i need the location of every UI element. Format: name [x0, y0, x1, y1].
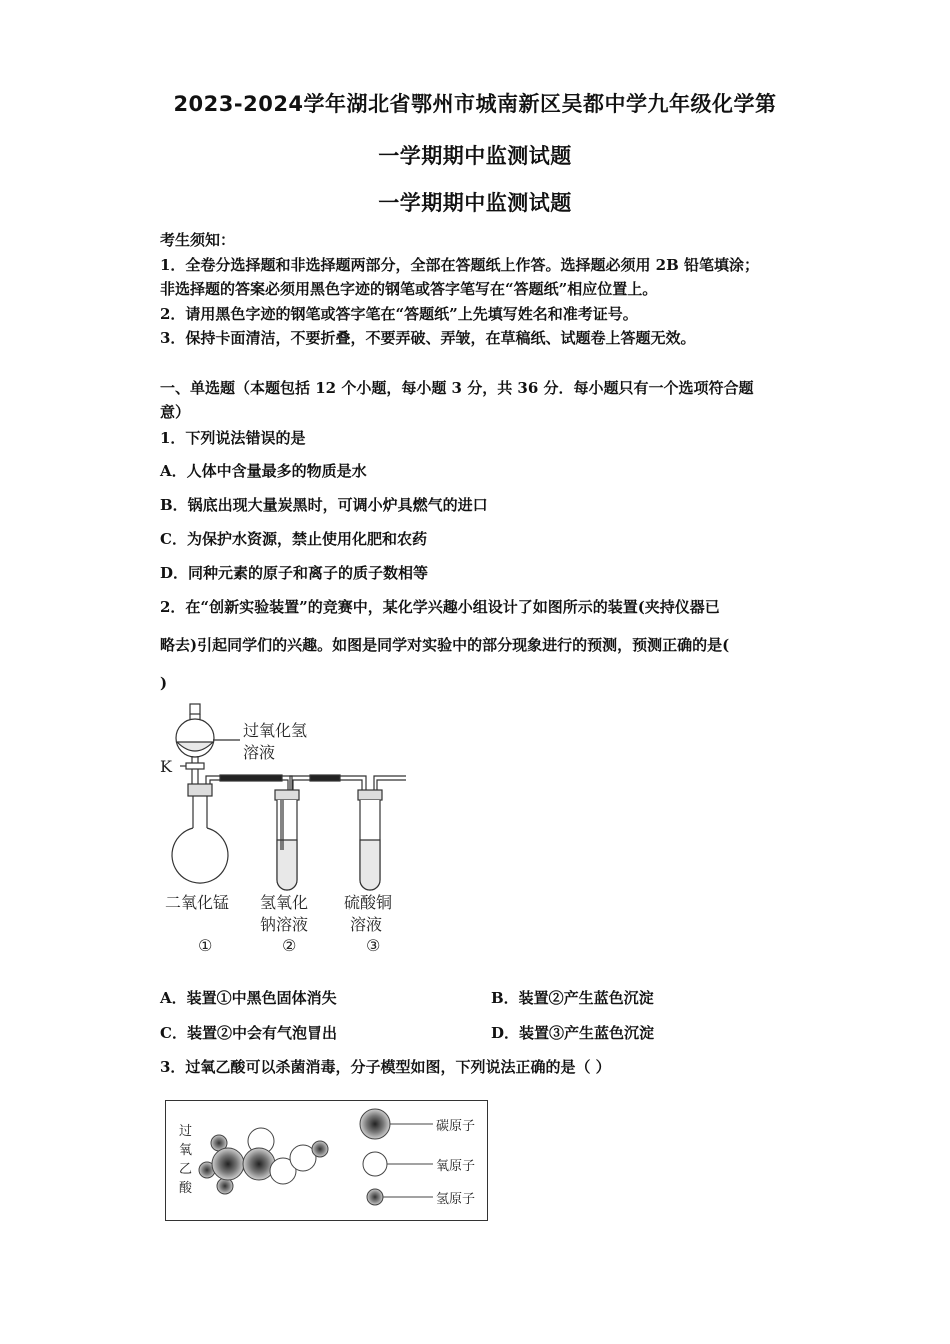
- funnel-label-1: 过氧化氢: [243, 721, 308, 740]
- tube-2-stopper: [275, 790, 299, 800]
- page-title-line-1: 2023-2024学年湖北省鄂州市城南新区吴都中学九年级化学第: [173, 92, 777, 116]
- legend-hydrogen-symbol: [367, 1189, 383, 1205]
- notice-item-2: 2．请用黑色字迹的钢笔或答字笔在“答题纸”上先填写姓名和准考证号。: [160, 305, 638, 323]
- molecule-name-2: 氧: [179, 1143, 193, 1158]
- rubber-connector-2: [310, 775, 340, 781]
- q1-option-d: D．同种元素的原子和离子的质子数相等: [160, 564, 429, 582]
- hydrogen-atom: [312, 1141, 328, 1157]
- section-heading-b: 意）: [160, 403, 191, 421]
- valve-k: [186, 763, 204, 769]
- q3-stem: 3．过氧乙酸可以杀菌消毒，分子模型如图，下列说法正确的是（ ）: [160, 1058, 611, 1076]
- molecule-name-4: 酸: [179, 1181, 193, 1196]
- q1-option-c: C．为保护水资源，禁止使用化肥和农药: [160, 530, 427, 548]
- exit-tube: [374, 776, 406, 790]
- tube-3-stopper: [358, 790, 382, 800]
- legend-oxygen-symbol: [363, 1152, 387, 1176]
- legend-hydrogen-label: 氢原子: [436, 1192, 476, 1207]
- q2-stem-c: ): [160, 674, 168, 692]
- notice-item-1b: 非选择题的答案必须用黑色字迹的钢笔或答字笔写在“答题纸”相应位置上。: [160, 280, 658, 298]
- section-heading-a: 一、单选题（本题包括 12 个小题，每小题 3 分，共 36 分．每小题只有一个选项符合题: [160, 379, 754, 397]
- molecule-name-3: 乙: [179, 1162, 193, 1177]
- legend-carbon-label: 碳原子: [436, 1119, 476, 1134]
- flask-neck: [193, 796, 207, 828]
- flask-stopper: [188, 784, 212, 796]
- molecule-name-1: 过: [179, 1124, 193, 1139]
- q1-stem: 1．下列说法错误的是: [160, 429, 306, 447]
- carbon-atom: [212, 1148, 244, 1180]
- flask-label: 二氧化锰: [165, 893, 230, 912]
- legend-carbon-symbol: [360, 1109, 390, 1139]
- apparatus-number-1: ①: [198, 936, 213, 955]
- q1-option-b: B．锅底出现大量炭黑时，可调小炉具燃气的进口: [160, 496, 488, 514]
- notice-item-3: 3．保持卡面清洁，不要折叠，不要弄破、弄皱，在草稿纸、试题卷上答题无效。: [160, 329, 696, 347]
- hydrogen-atom: [217, 1178, 233, 1194]
- q2-stem-b: 略去)引起同学们的兴趣。如图是同学对实验中的部分现象进行的预测，预测正确的是(: [160, 636, 730, 654]
- page-title-line-2: 一学期期中监测试题: [378, 144, 572, 168]
- tube-3-label-1: 硫酸铜: [344, 893, 393, 912]
- tube-2-label-2: 钠溶液: [260, 915, 309, 934]
- tube-3-label-2: 溶液: [350, 915, 383, 934]
- q2-stem-a: 2．在“创新实验装置”的竞赛中，某化学兴趣小组设计了如图所示的装置(夹持仪器已: [160, 598, 720, 616]
- valve-label: K: [160, 757, 172, 776]
- apparatus-number-3: ③: [366, 936, 381, 955]
- q2-option-a: A．装置①中黑色固体消失: [160, 989, 337, 1007]
- q2-option-c: C．装置②中会有气泡冒出: [160, 1024, 337, 1042]
- round-bottom-flask: [172, 828, 228, 883]
- tube-2-liquid: [277, 840, 297, 890]
- q2-option-d: D．装置③产生蓝色沉淀: [491, 1024, 655, 1042]
- funnel-stopper: [190, 704, 200, 714]
- tube-3-liquid: [360, 840, 380, 890]
- notice-item-1a: 1．全卷分选择题和非选择题两部分，全部在答题纸上作答。选择题必须用 2B 铅笔填涂；: [160, 256, 760, 274]
- page-title-line-3: 一学期期中监测试题: [378, 191, 572, 215]
- funnel-label-2: 溶液: [243, 743, 276, 762]
- apparatus-number-2: ②: [282, 936, 297, 955]
- q2-option-b: B．装置②产生蓝色沉淀: [491, 989, 654, 1007]
- tube-2-label-1: 氢氧化: [260, 893, 309, 912]
- notice-heading: 考生须知：: [160, 231, 236, 249]
- rubber-connector-1: [220, 775, 282, 781]
- legend-oxygen-label: 氧原子: [436, 1159, 476, 1174]
- q1-option-a: A．人体中含量最多的物质是水: [160, 462, 367, 480]
